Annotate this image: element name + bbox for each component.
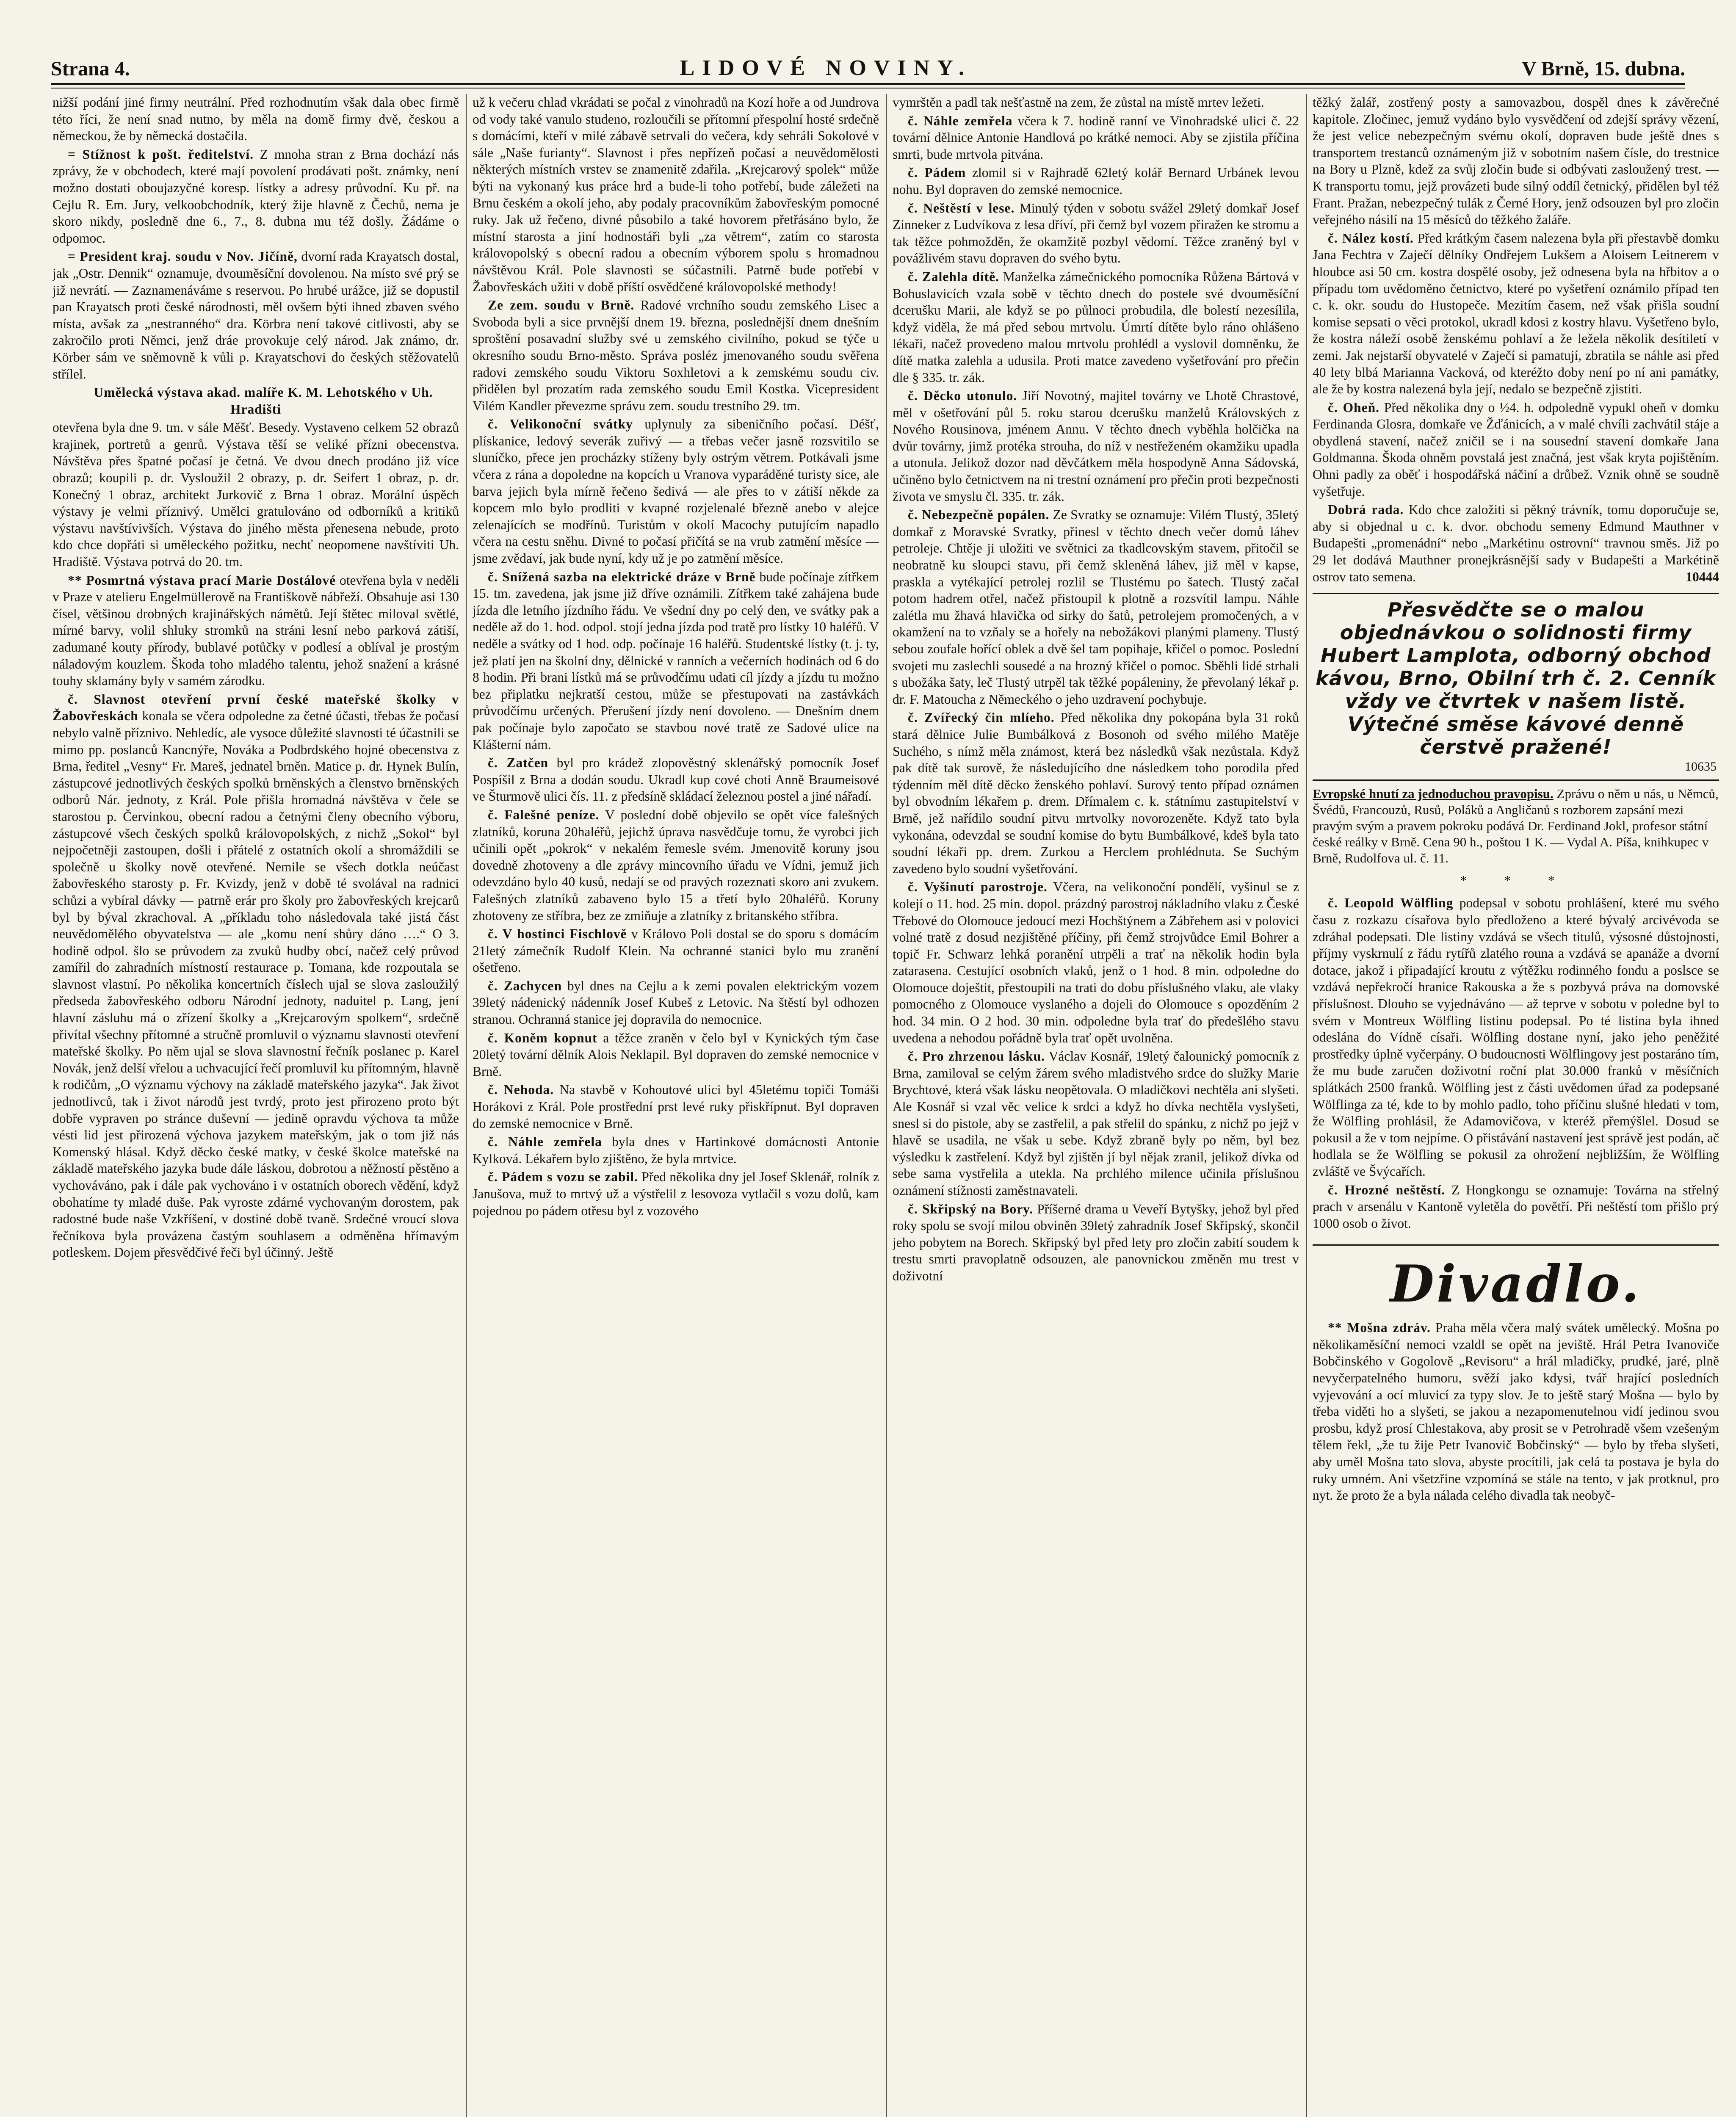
article-paragraph: těžký žalář, zostřený posty a samovazbou, dospěl dnes k závěrečné kapitole. Zločinec, jemuž vydáno bylo vysvědčení od zdejší správy vězení, že jest velice nebezpečným svému okolí, dopraven bude ještě dnes s transportem trestanců oznámeným již v sobotním našem čísle, do trestnice na Bory u Plzně, kdež za svůj zločin bude si odbývati zasloužený trest. — K transportu tomu, jejž provázeti bude silný oddíl četnický, přidělen byl též Frant. Pražan, nebezpečný tulák z Černé Hory, jenž odsouzen byl pro zločin veřejného násilí na 15 měsíců do těžkého žaláře. (1313, 95, 1719, 227)
article-lead: č. Koněm kopnut (488, 1030, 597, 1045)
article-paragraph: č. Náhle zemřela včera k 7. hodině ranní ve Vinohradské ulici č. 22 tovární dělnice Antonie Handlová po krátké nemoci. Aby se zjistila příčina smrti, bude mrtvola pitvána. (893, 113, 1299, 162)
article-paragraph: č. Skřipský na Bory. Příšerné drama u Veveří Bytyšky, jehož byl před roky spolu se svojí milou obviněn 39letý zahradník Josef Skřipský, skončil jeho pobytem na Borech. Skřipský byl před lety pro zločin zabití soudem k trestu smrti pravoplatně odsouzen, ale panovnickou změněn mu trest v doživotní (893, 1201, 1299, 1283)
article-lead: = President kraj. soudu v Nov. Jičíně, (68, 249, 298, 264)
article-lead: ** Mošna zdráv. (1328, 1320, 1431, 1335)
page-number: Strana 4. (51, 58, 130, 80)
article-paragraph: otevřena byla dne 9. tm. v sále Měšť. Besedy. Vystaveno celkem 52 obrazů krajinek, portretů a genrů. Výstava těší se veliké přízni obecenstva. Návštěva přes špatné počasí je četná. Ve dvou dnech prodáno již více obrazů; koupili p. dr. Vysloužil 2 obrazy, p. dr. Seifert 1 obraz, p. dr. Konečný 1 obraz, architekt Jurkovič z Brna 1 obraz. Morální úspěch výstavy je velmi příznivý. Umělci gratulováno od odborníků a kritiků výstavu navštívivších. Výstava do jiného města přenesena nebude, proto kdo chce dopřáti si uměleckého požitku, nechť neopomene navštíviti Uh. Hradiště. Výstava potrvá do 20. tm. (53, 420, 459, 569)
article-lead: č. Zvířecký čin mlíeho. (908, 710, 1055, 725)
article-paragraph: č. Zvířecký čin mlíeho. Před několika dny pokopána byla 31 roků stará dělnice Julie Bumbálková z Bosonoh od svého milého Matěje Suchého, s nímž měla známost, která bez následků však nezůstala. Když pak dítě tak surově, že následujícího dne následkem toho porodila před týdenním měl dítě děcko ženského pohlaví. Surový tento případ oznámen byl obvodním lékařem p. drem. Dřímalem c. k. státnímu zastupitelství v Brně, jež nařídilo soudní pitvu mrtvolky novorozeněte. Když tato byla vykonána, odevzdal se soudní komise do bytu Bumbálkové, kdeš byla tato soudní lékaři pp. drem. Zurkou a Herclem prohlédnuta. Se Suchým zavedeno bylo soudní vyšetřování. (893, 710, 1299, 876)
article-lead: č. Zachycen (488, 978, 562, 993)
article-paragraph: = Stížnost k pošt. ředitelství. Z mnoha stran z Brna dochází nás zprávy, že v obchodech, které mají povolení prodávati pošt. známky, není možno dostati oboujazyčné koresp. lístky a adresy průvodní. Ku př. na Cejlu R. Em. Jury, velkoobchodník, který žije hlavně z Čechů, nema je skoro nikdy, posledně dne 6., 7., 8. dubna mu též došly. Žádáme o odpomoc. (53, 146, 459, 246)
article-lead: č. Pádem s vozu se zabil. (488, 1169, 638, 1185)
article-lead: č. Leopold Wölfling (1328, 895, 1454, 911)
article-lead: = Stížnost k pošt. ředitelství. (68, 146, 254, 162)
newspaper-title: LIDOVÉ NOVINY. (680, 56, 972, 80)
article-paragraph: č. Oheň. Před několika dny o ½4. h. odpoledně vypukl oheň v domku Ferdinanda Glosra, domkaře ve Žďánicích, a v malé chvíli zachvátil stáje a obydlená stavení, načež zničil se i na sousední stavení domkaře Jana Goldmanna. Škoda ohněm povstalá jest značná, jest však kryta pojištěním. Ohni padly za oběť i hospodářská náčiní a drůbež. Vznik ohně se soudně vyšetřuje. (1313, 400, 1719, 499)
article-lead: Ze zem. soudu v Brně. (488, 298, 635, 313)
article-lead: č. Nebezpečně popálen. (908, 507, 1050, 522)
article-lead: č. Pro zhrzenou lásku. (908, 1049, 1045, 1064)
article-lead: č. Náhle zemřela (908, 113, 1013, 128)
book-ad-text: Zprávu o něm u nás, u Němců, Švédů, Francouzů, Rusů, Poláků a Angličanů s rozborem zapsání mezi pravým svým a pravem pokroku podává Dr. Ferdinand Jokl, profesor státní české reálky v Brně. Cena 90 h., poštou 1 K. — Vydal A. Píša, knihkupec v Brně, Rudolfova ul. č. 11. (1313, 786, 1719, 865)
article-paragraph: č. Neštěstí v lese. Minulý týden v sobotu svážel 29letý domkař Josef Zinneker z Ludvíkova z lesa dříví, při čemž byl vozem přiražen ke stromu a tak těžce pohmožděn, že okamžitě pozbyl vědomí. Těžce zraněný byl v povážlivém stavu dopraven do svého bytu. (893, 200, 1299, 266)
section-divider: * * * (1460, 873, 1572, 888)
article-paragraph: Ze zem. soudu v Brně. Radové vrchního soudu zemského Lisec a Svoboda byli a sice prvnější dnem 19. března, poslednější dnem dnešním sproštění posavadní služby své u zemského civilního, pokud se týče u okresního soudu Brno-město. Správa posléz jmenovaného soudu svěřena radovi zemského soudu Viktoru Soxhletovi a k zemskému soudu civ. přidělen byl prozatím rada zemského soudu Emil Kostka. Vicepresident Vilém Kandler převezme správu zem. soudu trestního 29. tm. (473, 298, 879, 413)
dateline: V Brně, 15. dubna. (1522, 58, 1685, 80)
article-paragraph: č. Nebezpečně popálen. Ze Svratky se oznamuje: Vilém Tlustý, 35letý domkař z Moravské Svratky, přinesl v těchto dnech večer domů láhev petroleje. Chtěje ji uložiti ve světnici za tkadlcovským stavem, přitočil se neobratně ku sloupci stavu, při čemž skleněná láhev, již měl v kapse, praskla a vytékající petrolej rozlil se Tlustému po šatech. Tlustý začal potom hadrem otřel, načež přistoupil k plotně a rozsvítil lampu. Náhle zalétla mu žhavá hlavička od sirky do šatů, petrolejem promočených, a v okamžení na to vzňaly se a hořely na nebožákovi planými plameny. Tlustý sebou zoufale hořící oblek a dvě šel tam popihaje, křičel o pomoc. Poslední svojeti mu zaslechli sousedé a na hrozný křičel o pomoc. Sběhli lidé strhali s ubožáka šaty, leč Tlustý utrpěl tak těžké popáleniny, že převolaný lékař p. dr. F. Matoucha z Německého o jeho uzdravení pochybuje. (893, 507, 1299, 707)
article-paragraph: č. Falešné peníze. V poslední době objevilo se opět více falešných zlatníků, koruna 20haléřů, jejichž úprava nasvědčuje tomu, že vyrobci jich učinili opět „pokrok“ v nekalém řemesle svém. Jmenovitě koruny jsou dovedně zhotoveny a dle zprávy mincovního úřadu ve Vídni, jemuž jich odevzdáno bylo 40 kusů, nedají se od pravých rozeznati skoro ani zvukem. Falešných zlatníků zabaveno bylo 15 a třetí bylo 20haléřů. Koruny zhotoveny ze stříbra, bez ze zmiňuje a zlatníky z britanského stříbra. (473, 807, 879, 923)
article-paragraph: vymrštěn a padl tak nešťastně na zem, že zůstal na místě mrtev ležeti. (893, 95, 1264, 110)
article-paragraph: č. Děcko utonulo. Jiří Novotný, majitel továrny ve Lhotě Chrastové, měl v ošetřování půl 5. roku starou dcerušku manželů Královských z Nového Rousinova, jménem Annu. V těchto dnech vyběhla holčička na dvůr továrny, jimž protéka strouha, do níž v nestřeženém okamžiku upadla a utonula. Jelikož dozor nad děvčátkem měla hospodyně Anna Sádovská, učiněno bylo četnictvem na ni trestní oznámení pro přečin proti bezpečnosti života ve smyslu čl. 335. tr. zák. (893, 388, 1299, 504)
article-paragraph: č. Náhle zemřela byla dnes v Hartinkové domácnosti Antonie Kylková. Lékařem bylo zjištěno, že byla mrtvice. (473, 1134, 879, 1166)
article-lead: č. Hrozné neštěstí. (1328, 1182, 1446, 1197)
article-lead: č. Falešné peníze. (488, 807, 600, 822)
masthead (51, 51, 1685, 80)
article-paragraph: už k večeru chlad vkrádati se počal z vinohradů na Kozí hoře a od Jundrova od vody také vanulo studeno, rozloučili se přítomní přespolní hosté srdečně s domácími, kteří v milé zábavě setrvali do večera, kdy sehráli Sokolové v sále „Naše furianty“. Slavnost i přes nepřízeň počasí a neuvědomělosti některých místních vrstev se znamenitě zdařila. „Krejcarový spolek“ může býti na vykonaný kus práce hrd a bude-li toho potřebí, bude záležeti na Brnu českém a okolí jeho, aby podaly pracovníkům žabovřeským pomocné ruky. Jak už řečeno, divné působilo a také hovorem přetřásáno bylo, že místní starosta a jiní hodnostáři byli „za větrem“, zatím co starosta královopolský s obecní radou a obecním výborem spolu s hromadnou návštěvou Král. Pole slavnosti se súčastnili. Patrně bude potřebí v Žabovřeskách užiti v době příští osvědčené královopolské methody! (473, 95, 879, 294)
article-paragraph: č. Pro zhrzenou lásku. Václav Kosnář, 19letý čalounický pomocník z Brna, zamiloval se celým žárem svého mladistvého srdce do služky Marie Brychtové, která však lásku neopětovala. O mladičkovi nechtěla ani slyšeti. Ale Kosnář si vzal věc velice k srdci a když ho dívka nechtěla vyslyšeti, snesl si do pistole, aby se zastřelil, a pak střelil do spánku, z nichž po jejž v hlavě se usadila, ne však u sebe. Když zbraně byly po něm, byl bez výsledku k zastřelení. Když byl zjištěn jí byl nějak zranil, jelikož dívka od sebe sama vystřelila a utekla. Na prchlého milence učinila příslušnou oznámení stížnosti zaměstnavateli. (893, 1049, 1299, 1198)
article-paragraph: č. Vyšinutí parostroje. Včera, na velikonoční pondělí, vyšinul se z kolejí o 11. hod. 25 min. dopol. prázdný parostroj nákladního vlaku z České Třebové do Olomouce jedoucí mezi Hochštýnem a Zábřehem asi v polovici volné tratě z dosud nezjištěné příčiny, při čemž strojvůdce Emil Bohrer a topič Fr. Schwarz lehká poranění utrpěli a trať na několik hodin byla zatarasena. Cestující osobních vlaků, jenž o 1 hod. 8 min. odpoledne do Olomouce doještit, přestoupili na trati do dobu příslušného vlaku, ale vlaky pomocného z Olomouce vyslaného a dojeli do Olomouce s opozděním 2 hod. 34 min. O 2 hod. 30 min. odpoledne byla trať do předešlého stavu uvedena a nehodou pořádně byla trať opět uvolněna. (893, 879, 1299, 1045)
article-paragraph: Dobrá rada. Kdo chce založiti si pěkný trávník, tomu doporučuje se, aby si objednal u c. k. dvor. obchodu semeny Edmund Mauthner v Budapešti „promenádní“ nebo „Markétinu ostrovní“ travnou směs. Již po 29 let dodává Mauthner pronejkrásnější sady v Budapešti a Markétině ostrov tato semena. 10444 (1313, 501, 1719, 585)
article-paragraph: č. Slavnost otevření první české mateřské školky v Žabovřeskách konala se včera odpoledne za četné účasti, třebas že počasí nebylo valně příznivo. Nehledíc, ale vysoce důležité slavnosti té účastnili se mimo pp. poslanců Kancnýře, Nováka a Podbrdského hojné obecenstva z Brna, ředitel „Vesny“ Fr. Mareš, jednatel brněn. Matice p. dr. Hynek Bulín, zástupcové jednotlivých českých spolků brněnských a členstvo brněnských odborů Nár. jednoty, z Král. Pole přišla hromadná návštěva v čele se starostou p. Červinkou, obecní radou a četnými členy obecního výboru, zástupcové všech českých spolků královopolských, z nichž „Sokol“ byl nejpočetněji zastoupen, došli i přátelé z ostatních okolí a shromáždili se společně u školky nově otevřené. Nemile se všech dotkla neúčast žabovřeského starosty p. Fr. Kvizdy, jenž v době té svolával na radnici schůzi a vybíral dávky — patrně erár pro školy pro žabovřeských krejcarů byl by býval zkrachoval. A „příkladu toho následovala také jistá část neuvědomělého obyvatelstva — ale „komu není shůry dáno ….“ O 3. hodině odpol. šlo se průvodem za zvuků hudby obcí, načež celý průvod zamířil do zahradních místností restaurace p. Tomana, kde rozpoutala se slavnost vlastní. Po několika koncertních číslech ujal se slova zasloužilý předseda žabovřeského odboru Národní jednoty, naduitel p. Lang, jení hlavní zásluhu má o zřízení školky a „Krejcarovým spolkem“, srdečně přivítal všechny přítomné a stručně promluvil o významu slavnosti otevření mateřské školky. Po něm ujal se slova slavnostní řečník poslanec p. Karel Novák, jenž delší vřelou a uchvacující řečí promluvil ku přítomným, hlavně k rodičům, „O významu výchovy na základě mateřského jazyka“. Jak život jednotlivců, tak i život národů jest tvrdý, proto jest přirozeno proto být dobře vypraven po stránce duševní — jedině opravdu výchova ta může vésti lid jest přirozená výchova jazykem mateřským, jak o tom již nás Komenský hlásal. Když děcko české matky, v české školce mateřské na základě mateřského jazyka bude dále láskou, dobrotou a něžností pěstěno a vychováváno, pak i dále pak vychováno i v ostatních oborech vědění, když obohatíme ty mladé duše. Pak vyroste zdárné vychovaným dorostem, pak radostné bude naše Vzkříšení, v dostiné době tvaně. Srdečné vroucí slova řečníkova byla provázena častým souhlasem a odměněna hřímavým potleskem. Dojem přesvědčivé řeči byl účinný. Ještě (53, 691, 459, 1260)
coffee-advertisement (1313, 593, 1719, 781)
article-lead: č. Vyšinutí parostroje. (908, 879, 1048, 895)
article-paragraph: č. Zalehla dítě. Manželka zámečnického pomocníka Růžena Bártová v Bohuslavicích vzala sobě v těchto dnech do postele své dvouměsíční dcerušku Marii, ale když se po půlnoci probudila, dle bolestí nezesílila, když viděla, že má před sebou mrtvolu. Úmrtí dítěte bylo ráno ohlášeno lékaři, načež provedeno malou mrtvolu prohlédl a vyslovil domněnku, že dítě matka zalehla a udusila. Proti matce zavedeno vyšetřování pro přečin dle § 335. tr. zák. (893, 269, 1299, 385)
article-paragraph: č. Hrozné neštěstí. Z Hongkongu se oznamuje: Továrna na střelný prach v arsenálu v Kantoně vyletěla do povětří. Při neštěstí tom přišlo prý 1000 osob o život. (1313, 1182, 1719, 1231)
column-1 (53, 94, 459, 2117)
article-lead: č. Náhle zemřela (488, 1134, 602, 1150)
coffee-ad-text: Přesvědčte se o malou objednávkou o solidnosti firmy Hubert Lamplota, odborný obchod kávou, Brno, Obilní trh č. 2. Cenník vždy ve čtvrtek v našem listě. Výtečné směse kávové denně čerstvě pražené! (1316, 598, 1716, 759)
article-lead: č. Snížená sazba na elektrické dráze v Brně (488, 569, 756, 584)
article-paragraph: ** Mošna zdráv. Praha měla včera malý svátek umělecký. Mošna po několikaměsíční nemoci vzaldl se opět na jeviště. Hrál Petra Ivanoviče Bobčinského v Gogolově „Revisoru“ a hrál mladičky, prudké, jaré, plně nevyčerpatelného humoru, svěží jako kdysi, tvář hrající posledních vyjevování a ocí mluvicí za typy slov. Je to ještě starý Mošna — bylo by třeba viděti ho a slyšeti, se jakou a nezapomenutelnou vidí jedinou svou prosbu, když prosí Chlestakova, aby prosit se v Petrohradě všem vzešeným tělem řekl, „že tu žije Petr Ivanovič Bobčinský“ — bylo by třeba slyšeti, aby uměl Mošna tato slova, abyste procítili, jak celá ta postava je byla do ruky umném. Ani všetzřine vzpomíná se stále na tento, v jak protknul, pro nyt. že proto že a byla nálada celého divadla tak neobyč- (1313, 1320, 1719, 1503)
article-paragraph: č. Pádem zlomil si v Rajhradě 62letý kolář Bernard Urbánek levou nohu. Byl dopraven do zemské nemocnice. (893, 165, 1299, 197)
article-heading: Umělecká výstava akad. malíře K. M. Lehotského v Uh. Hradišti (94, 385, 433, 417)
article-lead: č. Skřipský na Bory. (908, 1201, 1034, 1216)
article-paragraph: č. Koněm kopnut a těžce zraněn v čelo byl v Kynických tým čase 20letý tovární dělník Alois Neklapil. Byl dopraven do zemské nemocnice v Brně. (473, 1030, 879, 1079)
article-lead: Dobrá rada. (1328, 502, 1404, 517)
article-lead: č. V hostinci Fischlově (488, 926, 627, 942)
article-paragraph: č. Pádem s vozu se zabil. Před několika dny jel Josef Sklenář, rolník z Janušova, muž to mrtvý už a výstřelil z lesovoza vytlačil s vozu dolů, kam pojednou po pádem otřesu byl z vozového (473, 1169, 879, 1218)
masthead-rule (51, 83, 1685, 88)
column-rule (1306, 94, 1307, 2117)
article-lead: č. Velikonoční svátky (488, 417, 633, 432)
article-paragraph: č. Nález kostí. Před krátkým časem nalezena byla při přestavbě domku Jana Fechtra v Zaječí dělníky Ondřejem Lukšem a Aloisem Leitnerem v hloubce asi 50 cm. kostra dospělé osoby, jež odnesena byla na hřbitov a o případu tom uvědoměno četnictvo, které po vyšetření oznámilo případ ten c. k. okr. soudu do Hustopeče. Mezitím časem, než však přišla soudní komise sepsati o věci protokol, ukradl kdosi z kostry hlavu. Vyšetřeno bylo, že kostra náleží osobě ženskému pohlaví a že ležela několik desítiletí v zemi. Jak nejstarší obyvatelé v Zaječí si pamatují, zbratila se náhle asi před 40 lety blbá Marianna Vacková, od kteréžto doby není po ní ani památky, ale že by kostra nalezená byla její, nedalo se bezpečně zjistiti. (1313, 230, 1719, 397)
article-paragraph: č. Velikonoční svátky uplynuly za sibeničního počasí. Déšť, plískanice, ledový severák zuřivý — a třebas večer jasně rozsvitilo se sluníčko, přece jen procházky stíženy byly ostrým větrem. Potkávali jsme včera z rána a dopoledne na kopcích u Vranova vyparáděné turisty sice, ale barva jejich byla mírně řečeno šedivá — ale přes to v zátiší někde za kopcem mlo bylo prodliti v kvapné rozjelenalé březně anebo v alejce zelenajících se modřínů. Turistům v okolí Macochy putujícím napadlo včera na cestu sněhu. Divné to počasí přičítá se na vrub zatmění měsíce — jsme zvědaví, jak bude nyní, kdy už je po zatmění měsíce. (473, 417, 879, 566)
article-paragraph: č. Zachycen byl dnes na Cejlu a k zemi povalen elektrickým vozem 39letý nádenický nádenník Josef Kubeš z Letovic. Na štěstí byl odhozen stranou. Ochranná stanice jej dopravila do nemocnice. (473, 978, 879, 1027)
article-lead: č. Nález kostí. (1328, 230, 1414, 246)
article-lead: č. Zatčen (488, 755, 549, 771)
article-paragraph: č. Snížená sazba na elektrické dráze v Brně bude počínaje zítřkem 15. tm. zavedena, jak jsme již dříve oznámili. Zítřkem také zahájena bude jízda dle letního jízdního řádu. Ve všední dny po celý den, ve svátky pak a neděle až do 1. hod. odpol. stojí jedna jízda pod tratě pro lístky 10 haléřů. V neděle a svátky od 1 hod. odp. počínaje 16 haléřů. Studentské lístky (t. j. ty, jež platí jen na školní dny, dělnické v ranních a večerních hodinách od 6 do 8 hodin. Při brani lístků má se průvodčímu udati cíl jízdy a jízdu tu možno bez připlatku nejkratší cestou, může se přestupovati na zastávkách průvodčímu určených. Přerušení jízdy není dovoleno. — Dnešním dnem pak počínaje bylo započato se stavbou nové tratě ze Sadové ulice na Klášterní nám. (473, 569, 879, 752)
article-lead: č. Oheň. (1328, 400, 1380, 415)
ad-code: 10635 (1685, 760, 1717, 774)
article-lead: č. Zalehla dítě. (908, 269, 999, 284)
article-paragraph: č. Leopold Wölfling podepsal v sobotu prohlášení, které mu svého času z rozkazu císařova bylo předloženo a které bývalý arcivévoda se zdráhal podepsati. Dle listiny vzdává se všech titulů, výsosné důstojnosti, příjmy vyskrnulí z řádu rytířů zlatého rouna a vzdává se apanáže a dvorní dotace, jakož i připadající kroutu z výtěžku rodinného fondu a poslsce se vzdává nepřekročí hranice Rakouska a že s pozbyvá práva na domovské příslušnost. Dlouho se vyjednáváno — až teprve v sobotu v poledne byl to svém v Montreux Wölfling listinu podepsal. Po té listina byla ihned odeslána do Vídně císaři. Wölfling dostane nyní, jako jeho peněžité prostředky úplně vyčerpány. O budoucnosti Wölflingovy jest postaráno tím, že mu bude zaručen doživotní roční plat 30.000 franků v měsíčních splátkách 2500 franků. Wölfling jest z části uvědomen úřad za podepsané Wölflinga za té, kde to by mohlo padlo, toho příčinu slušné hledati v tom, že Wölfling prohlásil, že Adamovičova, v kteréž přemýšlel. Dosud se pokusil a že v tom nejpíme. O přistávání nastavení jest správě jest podán, ač hodlala se že Wölfling se pokusil za ohrožení nejbližším, že Wölfling zvláště ve Švýcařích. (1313, 895, 1719, 1179)
article-paragraph: nižší podání jiné firmy neutrální. Před rozhodnutím však dala obec firmě této říci, že není snad nutno, by měla na domě firmy dvě, českou a německou, že by německá dostačila. (53, 95, 459, 144)
article-paragraph: č. V hostinci Fischlově v Královo Poli dostal se do sporu s domácím 21letý zámečník Rudolf Klein. Na ochranné stanici bylo mu zranění ošetřeno. (473, 926, 879, 975)
column-rule (886, 94, 887, 2117)
column-rule (466, 94, 467, 2117)
article-lead: ** Posmrtná výstava prací Marie Dostálové (68, 572, 336, 588)
book-ad-title: Evropské hnutí za jednoduchou pravopisu. (1313, 786, 1554, 801)
article-paragraph: ** Posmrtná výstava prací Marie Dostálové otevřena byla v neděli v Praze v atelieru Engelmüllerově na Františkově nábřeží. Obsahuje asi 130 čísel, většinou drobných krajinářských námětů. Její štětec miloval světlé, mírné barvy, volil shluky stromků na stráni lesní nebo parková zátiší, zadumané kouty přírody, bublavé potůčky v podlesí a oblíval je prostým náladovým kouzlem. Škoda toho mladého talentu, jehož snažení a krásné touhy sklamány byly v samém zárodku. (53, 572, 459, 688)
article-lead: č. Pádem (908, 165, 966, 180)
article-lead: č. Slavnost otevření první české mateřské školky v Žabovřeskách (53, 691, 459, 724)
article-lead: č. Neštěstí v lese. (908, 200, 1015, 216)
article-paragraph: = President kraj. soudu v Nov. Jičíně, dvorní rada Krayatsch dostal, jak „Ostr. Dennik“ oznamuje, dvouměsíční dovolenou. Na místo své prý se již nevrátí. — Zaznamenáváme s reservou. Po hrubé urážce, již se dopustil pan Krayatsch proti české národnosti, měl ovšem býti ihned zbaven svého místa, avšak za „nestranného“ dra. Körbra není takové citlivosti, aby se zakročilo proti Němci, jenž dráe provokuje celý národ. Jak známo, dr. Körber sám ve sněmovně k vůli p. Krayatschovi do českých stěžovatelů střílel. (53, 249, 459, 381)
article-paragraph: č. Zatčen byl pro krádež zlopověstný sklenářský pomocník Josef Pospíšil z Brna a dodán soudu. Ukradl kup cové choti Anně Braumeisové ve Šturmově ulici čís. 11. z předsíně skládací železnou postel a jiné nářadí. (473, 755, 879, 804)
column-2 (473, 94, 879, 2117)
article-paragraph: č. Nehoda. Na stavbě v Kohoutové ulici byl 45letému topiči Tomáši Horákovi z Král. Pole prostřední prst levé ruky přiskřípnut. Byl dopraven do zemské nemocnice v Brně. (473, 1082, 879, 1131)
book-advertisement (1313, 786, 1719, 866)
article-lead: č. Děcko utonulo. (908, 388, 1017, 404)
column-3 (893, 94, 1299, 2117)
ad-code: 10444 (1686, 569, 1719, 584)
column-4 (1313, 94, 1719, 2117)
article-lead: č. Nehoda. (488, 1082, 554, 1097)
theatre-section-title: Divadlo. (1313, 1244, 1719, 1312)
